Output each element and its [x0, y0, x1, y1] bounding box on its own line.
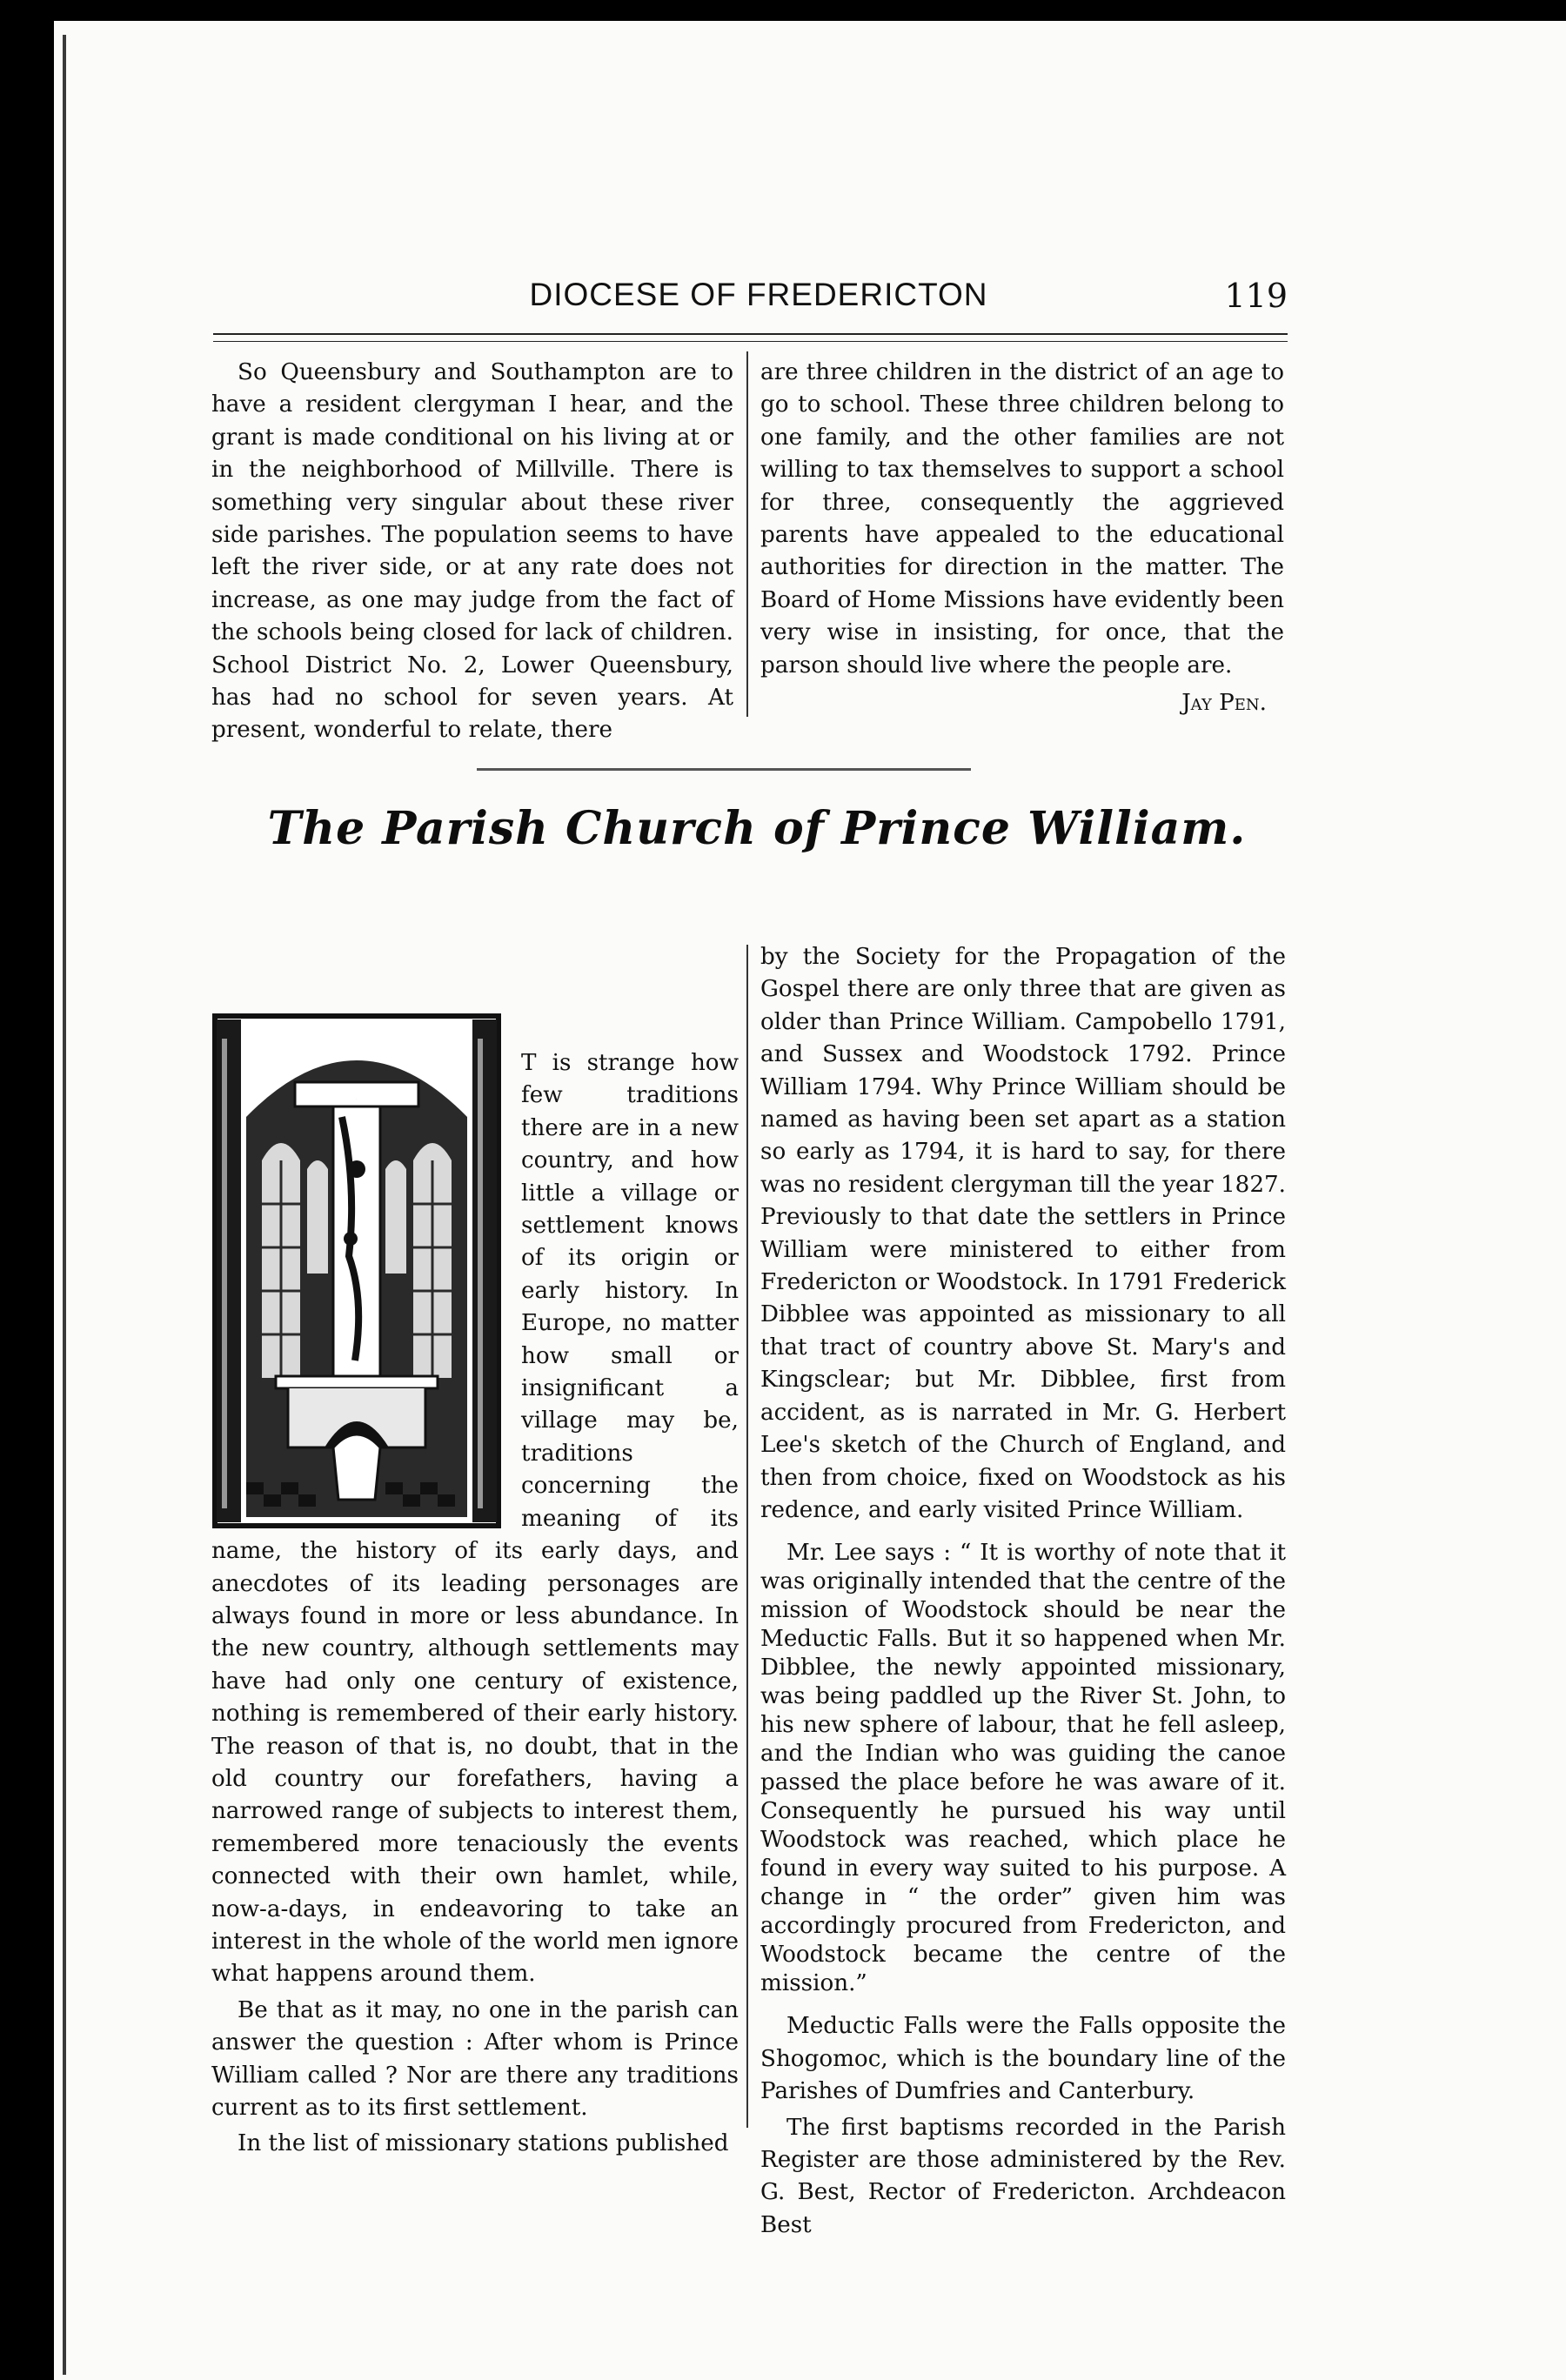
- page-edge: [63, 35, 66, 2375]
- article-left-p2: Be that as it may, no one in the parish can answer the question : After whom is Prince William called ? Nor are there any traditions current as to its first settlement.: [211, 1996, 739, 2121]
- running-head: [211, 277, 1288, 320]
- letter-signature: Jay Pen.: [1181, 690, 1267, 717]
- article-right-p1: by the Society for the Propagation of the Gospel there are only three that are given as older than Prince William. Campobello 1791, and Sussex and Woodstock 1792. Prince William 1794. Why Prince William should be named as having been set apart as a station so early as 1794, it is hard to say, for there was no resident clergyman till the year 1827. Previously to that date the settlers in Prince William were ministered to either from Fredericton or Woodstock. In 1791 Frederick Dibblee was appointed as missionary to all that tract of country above St. Mary's and Kingsclear; but Mr. Dibblee, first from accident, as is narrated in Mr. G. Herbert Lee's sketch of the Church of England, and then from choice, fixed on Woodstock as his redence, and early visited Prince William.: [760, 944, 1286, 1523]
- letter-column-divider: [746, 351, 748, 717]
- article-right-column: [760, 941, 1286, 2242]
- article-right-p3: Meductic Falls were the Falls opposite the Shogomoc, which is the boundary line of the Parishes of Dumfries and Canterbury.: [760, 2013, 1286, 2105]
- stained-glass-initial-icon: [211, 1013, 502, 1529]
- article-left-column: [211, 1013, 739, 2161]
- page-number: 119: [1224, 277, 1288, 315]
- section-separator: [477, 768, 971, 771]
- letter-right-text: are three children in the district of an age to go to school. These three children belong to one family, and the other families are not willing to tax themselves to support a school for three, consequently the aggrieved parents have appealed to the educational authorities for direction in the matter. The Board of Home Missions have evidently been very wise in insisting, for once, that the parson should live where the people are.: [760, 359, 1284, 679]
- article-column-divider: [746, 945, 748, 2128]
- article-title: The Parish Church of Prince William.: [267, 802, 1247, 855]
- letter-right-column: [760, 357, 1284, 719]
- initial-illustration: [211, 1013, 511, 1529]
- article-left-p3: In the list of missionary stations published: [238, 2130, 729, 2157]
- header-rule: [213, 333, 1288, 342]
- letter-left-text: So Queensbury and Southampton are to have a resident clergyman I hear, and the grant is made conditional on his living at or in the neighborhood of Millville. There is something very singular about these river side parishes. The population seems to have left the river side, or at any rate does not increase, as one may judge from the fact of the schools being closed for lack of children. School District No. 2, Lower Queensbury, has had no school for seven years. At present, wonderful to relate, there: [211, 359, 733, 744]
- article-right-p4: The first baptisms recorded in the Parish Register are those administered by the Rev. G. Best, Rector of Fredericton. Archdeacon Best: [760, 2114, 1286, 2238]
- article-left-p1: T is strange how few traditions there are in a new country, and how little a village or settlement knows of its origin or early history. In Europe, no matter how small or insignificant a village may be, traditions concerning the meaning of its name, the history of its early days, and anecdotes of its leading personages are always found in more or less abundance. In the new country, although settlements may have had only one century of existence, nothing is remembered of their early history. The reason of that is, no doubt, that in the old country our forefathers, having a narrowed range of subjects to interest them, remembered more tenaciously the events connected with their own hamlet, while, now-a-days, in endeavoring to take an interest in the whole of the world men ignore what happens around them.: [211, 1050, 739, 1988]
- letter-left-column: [211, 357, 733, 747]
- running-title: DIOCESE OF FREDERICTON: [529, 277, 988, 312]
- article-right-p2: Mr. Lee says : “ It is worthy of note that it was originally intended that the centre of the mission of Woodstock should be near the Meductic Falls. But it so happened when Mr. Dibblee, the newly appointed missionary, was being paddled up the River St. John, to his new sphere of labour, that he fell asleep, and the Indian who was guiding the canoe passed the place before he was aware of it. Consequently he pursued his way until Woodstock was reached, which place he found in every way suited to his purpose. A change in “ the order” given him was accordingly procured from Fredericton, and Woodstock became the centre of the mission.”: [760, 1540, 1286, 1997]
